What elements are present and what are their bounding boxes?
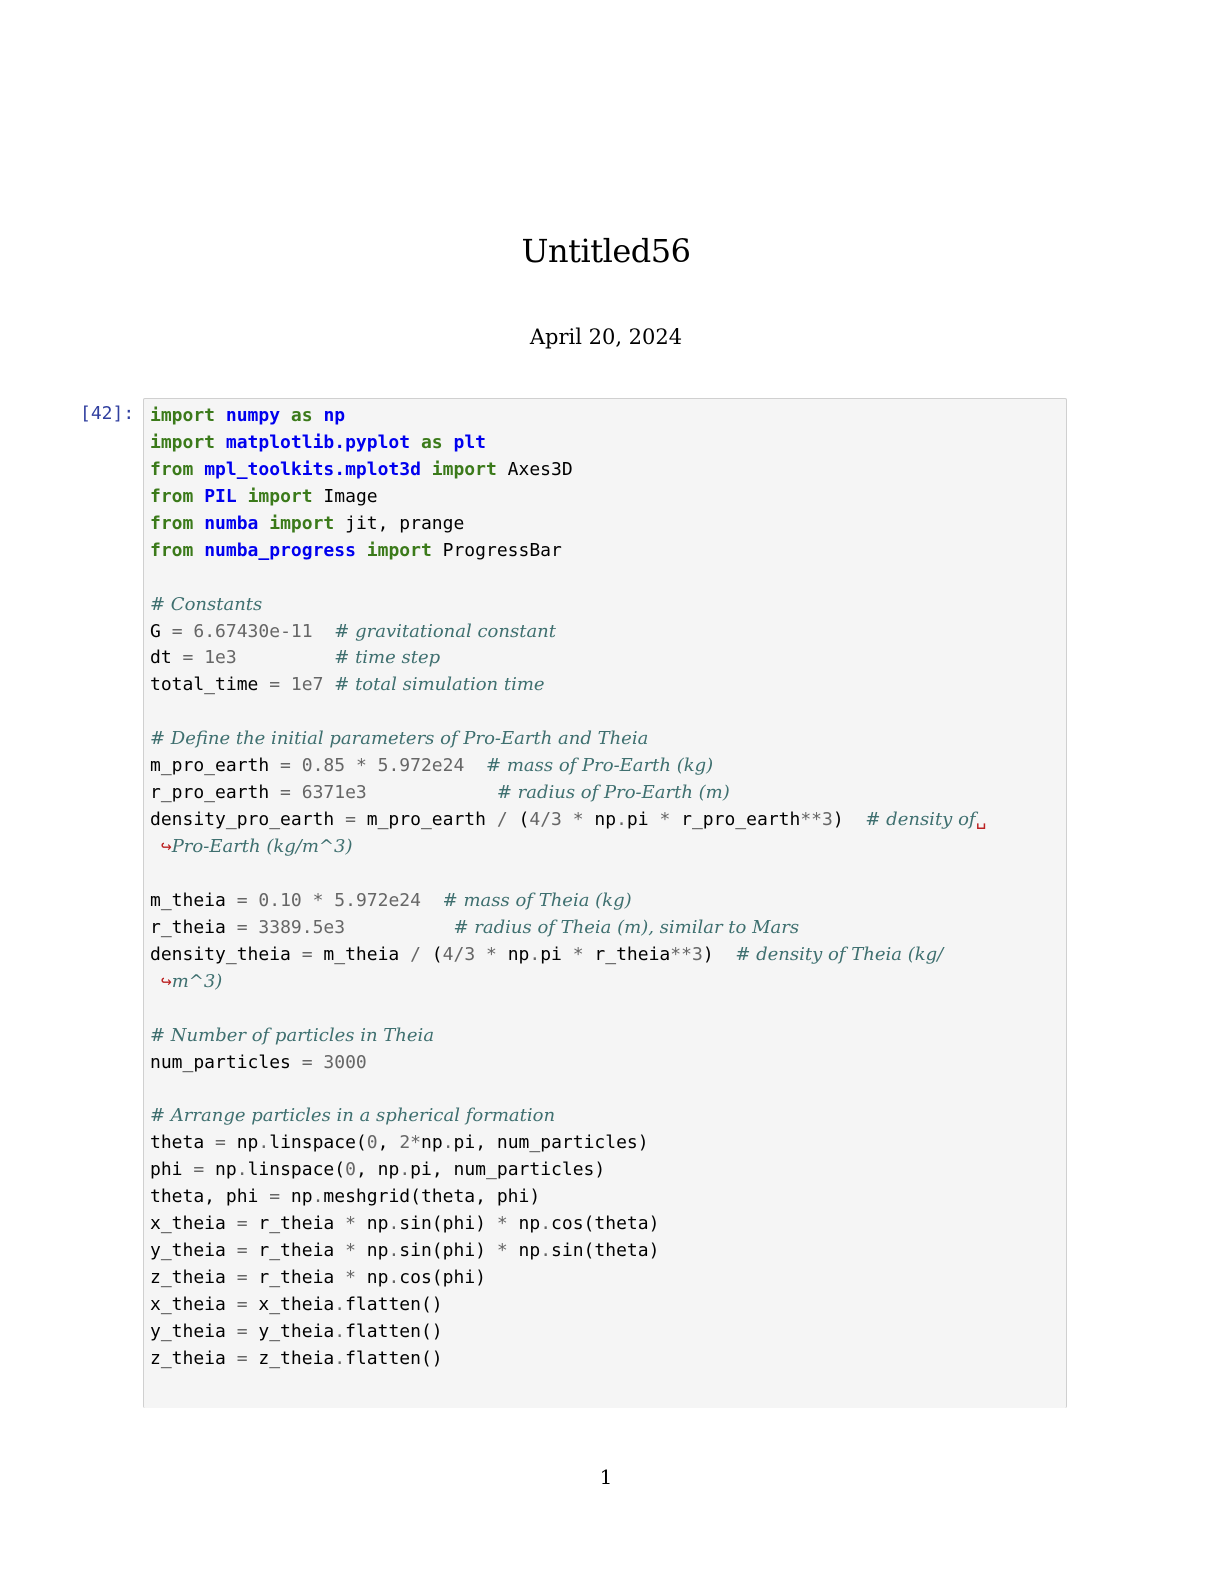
code-token: 3 bbox=[822, 809, 833, 831]
code-token bbox=[367, 782, 497, 803]
code-token: r_theia bbox=[247, 1240, 346, 1262]
code-line bbox=[150, 1157, 1062, 1184]
code-token: mpl_toolkits.mplot3d bbox=[204, 458, 421, 480]
code-token: = bbox=[236, 916, 248, 938]
code-line bbox=[150, 888, 1062, 915]
code-token: . bbox=[616, 809, 627, 831]
code-token: 3 bbox=[464, 943, 476, 965]
code-line bbox=[150, 996, 1062, 1023]
code-token: x_theia bbox=[150, 1213, 237, 1235]
code-line bbox=[150, 538, 1062, 565]
code-token: 5.972e24 bbox=[334, 889, 421, 911]
code-token bbox=[356, 540, 367, 561]
code-token bbox=[367, 755, 378, 776]
code-line bbox=[150, 1211, 1062, 1238]
code-token bbox=[150, 971, 161, 992]
code-token: m_pro_earth bbox=[150, 755, 281, 777]
code-token: # radius of Pro-Earth (m) bbox=[496, 782, 730, 804]
code-token bbox=[464, 755, 486, 776]
code-token: from bbox=[150, 539, 194, 561]
code-line bbox=[150, 942, 1062, 969]
code-token: density_pro_earth bbox=[150, 809, 346, 831]
code-token: . bbox=[258, 1132, 270, 1154]
code-token: sin(phi) bbox=[399, 1240, 497, 1262]
code-token: 6.67430e-11 bbox=[193, 620, 313, 642]
code-token: r_pro_earth bbox=[670, 809, 801, 831]
code-token: / bbox=[410, 943, 421, 965]
cell-execution-count: [42]: bbox=[80, 403, 135, 424]
code-token: np bbox=[496, 943, 530, 965]
code-token: flatten() bbox=[345, 1347, 443, 1369]
code-token: # radius of Theia (m), similar to Mars bbox=[453, 916, 800, 938]
code-token: pi bbox=[626, 809, 660, 831]
code-line bbox=[150, 753, 1062, 780]
code-line bbox=[150, 1238, 1062, 1265]
code-token: ( bbox=[507, 809, 530, 831]
code-token: ) bbox=[702, 943, 736, 965]
code-token: # Number of particles in Theia bbox=[150, 1024, 435, 1046]
code-token: = bbox=[280, 782, 291, 804]
code-token: # time step bbox=[334, 647, 441, 669]
code-token: = bbox=[280, 755, 291, 777]
code-line bbox=[150, 699, 1062, 726]
code-line bbox=[150, 834, 1062, 861]
code-token: 2 bbox=[399, 1132, 411, 1154]
code-line bbox=[150, 1346, 1062, 1373]
code-token bbox=[345, 917, 453, 938]
code-token: theta, phi bbox=[150, 1186, 270, 1208]
code-token bbox=[475, 944, 486, 965]
code-token: * bbox=[355, 755, 367, 777]
code-token bbox=[237, 647, 335, 668]
code-token: import bbox=[366, 539, 432, 561]
code-token: = bbox=[215, 1132, 226, 1154]
code-token: * bbox=[345, 1267, 356, 1288]
code-token: * bbox=[659, 809, 671, 831]
code-token: np bbox=[355, 1267, 389, 1288]
code-line bbox=[150, 915, 1062, 942]
code-token: . bbox=[388, 1267, 400, 1288]
code-token bbox=[193, 647, 204, 668]
code-token bbox=[248, 917, 259, 938]
code-token: pi bbox=[540, 943, 573, 965]
code-line bbox=[150, 565, 1062, 592]
document-title: Untitled56 bbox=[521, 232, 691, 270]
code-token: np bbox=[583, 809, 617, 831]
code-token bbox=[421, 459, 432, 480]
code-token: = bbox=[171, 620, 183, 642]
code-token: 0.10 bbox=[258, 889, 302, 911]
code-token: 1e3 bbox=[204, 647, 237, 669]
code-token bbox=[193, 513, 204, 534]
code-token bbox=[215, 405, 226, 426]
code-token bbox=[313, 405, 324, 426]
code-line bbox=[150, 1023, 1062, 1050]
code-token: pi, num_particles) bbox=[410, 1159, 606, 1181]
code-token bbox=[443, 432, 454, 453]
code-token: = bbox=[301, 943, 313, 965]
code-line bbox=[150, 592, 1062, 619]
code-token: import bbox=[150, 405, 216, 426]
code-token: np bbox=[204, 1159, 237, 1181]
code-token: * bbox=[496, 1240, 508, 1262]
code-token: * bbox=[496, 1213, 508, 1235]
code-token: import bbox=[247, 485, 313, 507]
code-token: flatten() bbox=[345, 1293, 443, 1315]
code-token: * bbox=[345, 1240, 356, 1262]
code-token: jit, prange bbox=[334, 512, 465, 534]
code-token: / bbox=[540, 809, 552, 831]
page-number: 1 bbox=[599, 1465, 613, 1489]
code-token: cos(phi) bbox=[399, 1267, 486, 1288]
code-token bbox=[193, 459, 204, 480]
code-token: y_theia bbox=[150, 1240, 237, 1262]
code-token: * bbox=[410, 1132, 421, 1154]
code-token: x_theia bbox=[247, 1293, 335, 1315]
code-token: PIL bbox=[204, 485, 237, 507]
code-line bbox=[150, 1103, 1062, 1130]
code-token: 3389.5e3 bbox=[258, 916, 346, 938]
code-line bbox=[150, 726, 1062, 753]
code-token: Image bbox=[312, 485, 378, 507]
code-token: flatten() bbox=[345, 1320, 443, 1342]
code-token: # density of Theia (kg/ bbox=[735, 943, 944, 965]
line-wrap-arrow-icon: ↪ bbox=[160, 836, 172, 857]
code-token: = bbox=[345, 809, 356, 831]
code-token: . bbox=[334, 1320, 346, 1342]
code-token: = bbox=[236, 1347, 248, 1369]
code-token: / bbox=[496, 809, 508, 831]
code-token: 0 bbox=[366, 1132, 378, 1154]
code-token: np bbox=[507, 1240, 541, 1262]
code-token: # density of bbox=[865, 809, 976, 831]
code-line bbox=[150, 1292, 1062, 1319]
code-token: np bbox=[355, 1240, 389, 1262]
code-token: # gravitational constant bbox=[334, 620, 557, 642]
code-token: 3 bbox=[551, 809, 562, 831]
code-token: # mass of Theia (kg) bbox=[442, 889, 632, 911]
code-token: * bbox=[486, 943, 497, 965]
code-cell-source[interactable] bbox=[150, 403, 1062, 1373]
code-token: # Arrange particles in a spherical formation bbox=[150, 1105, 556, 1127]
code-token: meshgrid(theta, phi) bbox=[323, 1186, 541, 1208]
code-token: G bbox=[150, 620, 172, 642]
code-token: m_pro_earth bbox=[355, 809, 497, 831]
code-token: # mass of Pro-Earth (kg) bbox=[486, 755, 714, 777]
code-token: np bbox=[355, 1213, 389, 1235]
code-line bbox=[150, 430, 1062, 457]
code-token: * bbox=[572, 809, 584, 831]
code-token: import bbox=[269, 512, 335, 534]
code-line bbox=[150, 1076, 1062, 1103]
code-token: r_theia bbox=[583, 943, 671, 965]
code-token: 3000 bbox=[323, 1051, 367, 1073]
code-token: * bbox=[312, 889, 324, 911]
code-token: . bbox=[540, 1213, 552, 1235]
code-line bbox=[150, 1130, 1062, 1157]
code-token: 1e7 bbox=[290, 674, 324, 696]
code-token: = bbox=[301, 1051, 313, 1073]
code-token: . bbox=[388, 1240, 400, 1262]
code-token: pi, num_particles) bbox=[453, 1132, 649, 1154]
code-token: , bbox=[377, 1132, 400, 1154]
code-token: m_theia bbox=[312, 943, 411, 965]
code-token: np bbox=[507, 1213, 541, 1235]
code-line bbox=[150, 457, 1062, 484]
code-token: theta bbox=[150, 1132, 216, 1154]
code-token bbox=[562, 809, 573, 830]
code-token: ( bbox=[420, 943, 443, 965]
code-token: from bbox=[150, 512, 194, 534]
code-token: ** bbox=[800, 809, 823, 831]
code-token: numba bbox=[204, 512, 259, 534]
code-token: ** bbox=[670, 943, 692, 965]
code-token: , np bbox=[355, 1159, 400, 1181]
code-token: Pro-Earth (kg/m^3) bbox=[171, 836, 353, 857]
code-token bbox=[248, 890, 259, 911]
code-token bbox=[280, 674, 291, 695]
code-token: total_time bbox=[150, 674, 270, 696]
code-token bbox=[313, 621, 335, 642]
code-token: . bbox=[334, 1347, 346, 1369]
code-token: y_theia bbox=[150, 1320, 237, 1342]
code-token: sin(phi) bbox=[399, 1213, 497, 1235]
code-token: z_theia bbox=[150, 1347, 237, 1369]
code-token: 5.972e24 bbox=[377, 755, 465, 777]
code-token: r_theia bbox=[247, 1213, 346, 1235]
code-token: . bbox=[529, 943, 541, 965]
code-token: # Constants bbox=[150, 593, 263, 615]
code-token bbox=[193, 486, 204, 507]
code-token: z_theia bbox=[150, 1267, 237, 1288]
code-token: from bbox=[150, 458, 194, 480]
code-token: z_theia bbox=[247, 1347, 335, 1369]
code-token: cos(theta) bbox=[551, 1213, 660, 1235]
code-line bbox=[150, 807, 1062, 834]
code-token bbox=[345, 755, 356, 776]
code-token: np bbox=[323, 405, 346, 426]
code-token: 0 bbox=[345, 1159, 356, 1181]
code-token: r_theia bbox=[150, 916, 237, 938]
code-token bbox=[150, 836, 161, 857]
code-token: y_theia bbox=[247, 1320, 335, 1342]
code-token: import bbox=[431, 458, 497, 480]
code-line bbox=[150, 672, 1062, 699]
code-token: np bbox=[421, 1132, 443, 1154]
code-token: from bbox=[150, 485, 194, 507]
code-line bbox=[150, 1184, 1062, 1211]
code-token: as bbox=[420, 431, 443, 453]
code-token bbox=[258, 513, 269, 534]
code-token: sin(theta) bbox=[551, 1240, 660, 1262]
code-token: matplotlib.pyplot bbox=[225, 431, 411, 453]
code-token: ) bbox=[832, 809, 866, 831]
code-token: numba_progress bbox=[204, 539, 356, 561]
code-token: = bbox=[236, 1213, 248, 1235]
line-wrap-marker-icon: ␣ bbox=[975, 809, 987, 831]
code-token: r_theia bbox=[247, 1267, 346, 1288]
code-token bbox=[302, 890, 313, 911]
code-token: 3 bbox=[691, 943, 703, 965]
code-token: x_theia bbox=[150, 1293, 237, 1315]
code-token: linspace( bbox=[269, 1132, 367, 1154]
code-token bbox=[193, 540, 204, 561]
code-token: = bbox=[193, 1159, 205, 1181]
code-token: / bbox=[453, 943, 465, 965]
code-token: = bbox=[236, 889, 248, 911]
code-token: numpy bbox=[225, 405, 281, 426]
code-token bbox=[291, 755, 302, 776]
code-token: . bbox=[442, 1132, 454, 1154]
code-token: 6371e3 bbox=[301, 782, 367, 804]
code-token: . bbox=[312, 1186, 324, 1208]
code-line bbox=[150, 861, 1062, 888]
code-token bbox=[323, 890, 334, 911]
code-token bbox=[313, 1052, 324, 1073]
code-token: m_theia bbox=[150, 889, 237, 911]
code-token: np bbox=[280, 1186, 313, 1208]
code-token bbox=[215, 432, 226, 453]
code-token bbox=[291, 782, 302, 803]
code-line bbox=[150, 645, 1062, 672]
code-line bbox=[150, 1265, 1062, 1292]
code-token: . bbox=[540, 1240, 552, 1262]
code-token bbox=[421, 890, 443, 911]
code-token: . bbox=[388, 1213, 400, 1235]
code-token: dt bbox=[150, 647, 183, 669]
code-token: = bbox=[236, 1293, 248, 1315]
code-token: = bbox=[269, 1186, 281, 1208]
code-line bbox=[150, 619, 1062, 646]
code-token: r_pro_earth bbox=[150, 782, 281, 804]
document-date: April 20, 2024 bbox=[529, 325, 683, 349]
code-line bbox=[150, 511, 1062, 538]
code-line bbox=[150, 403, 1062, 430]
code-token: plt bbox=[453, 431, 486, 453]
code-token: phi bbox=[150, 1159, 194, 1181]
code-line bbox=[150, 484, 1062, 511]
code-token: . bbox=[334, 1293, 346, 1315]
code-token bbox=[410, 432, 421, 453]
code-token: . bbox=[236, 1159, 248, 1181]
code-token: . bbox=[399, 1159, 411, 1181]
code-token: ProgressBar bbox=[431, 539, 562, 561]
code-token: np bbox=[225, 1132, 259, 1154]
code-token: 4 bbox=[529, 809, 541, 831]
code-line bbox=[150, 1319, 1062, 1346]
code-token bbox=[183, 621, 194, 642]
code-token: num_particles bbox=[150, 1051, 302, 1073]
code-token: = bbox=[236, 1320, 248, 1342]
code-line bbox=[150, 1050, 1062, 1077]
code-token bbox=[280, 405, 291, 426]
code-token: # total simulation time bbox=[334, 674, 545, 696]
code-token: = bbox=[182, 647, 194, 669]
code-token: import bbox=[150, 431, 216, 453]
code-token bbox=[323, 674, 334, 695]
code-token: * bbox=[345, 1213, 356, 1235]
code-token: 0.85 bbox=[301, 755, 346, 777]
code-token: linspace( bbox=[247, 1159, 346, 1181]
code-token: * bbox=[572, 943, 584, 965]
code-token: # Define the initial parameters of Pro-Earth and Theia bbox=[150, 728, 649, 750]
line-wrap-arrow-icon: ↪ bbox=[160, 970, 172, 992]
code-token: = bbox=[236, 1267, 248, 1288]
code-token: Axes3D bbox=[496, 458, 573, 480]
code-token: = bbox=[236, 1240, 248, 1262]
code-line bbox=[150, 780, 1062, 807]
code-token bbox=[237, 486, 248, 507]
code-token: m^3) bbox=[171, 970, 223, 992]
code-line bbox=[150, 969, 1062, 996]
code-token: 4 bbox=[442, 943, 454, 965]
code-token: = bbox=[269, 674, 281, 696]
code-token: as bbox=[290, 405, 313, 426]
code-token: density_theia bbox=[150, 943, 302, 965]
